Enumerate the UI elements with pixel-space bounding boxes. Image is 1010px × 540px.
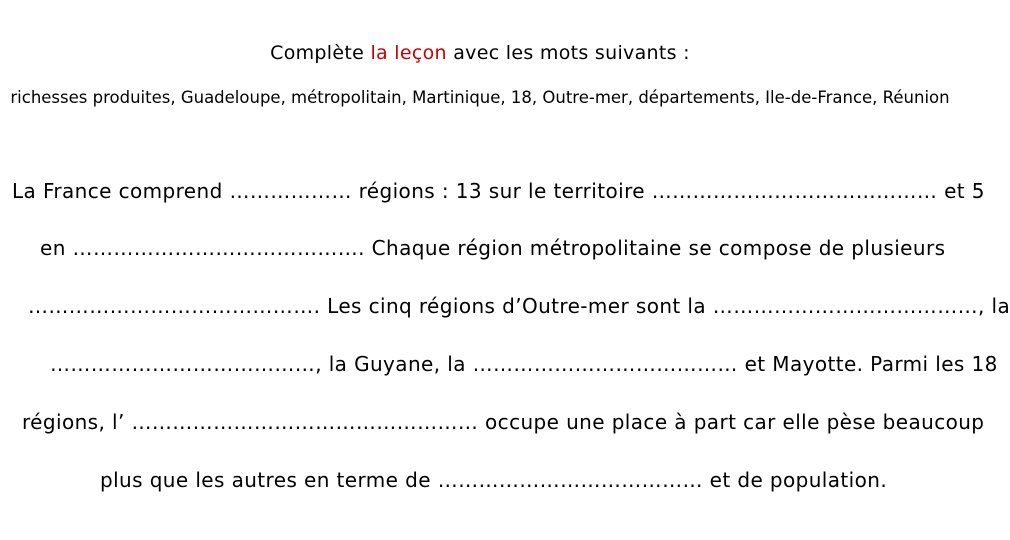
title-part-1: Complète — [270, 42, 371, 64]
blank-field: …………………………………………… — [131, 410, 479, 434]
word-list: richesses produites, Guadeloupe, métropolitain, Martinique, 18, Outre-mer, départements, Ile-de-France, Réunion — [10, 88, 950, 107]
title-part-3: avec les mots suivants : — [446, 42, 690, 64]
text-line-1 — [12, 179, 985, 203]
blank-field: …………………………………… — [651, 179, 938, 203]
blank-field: ………………………………… — [50, 352, 316, 376]
text-line-4 — [50, 352, 998, 376]
text-line-6 — [100, 468, 887, 492]
text-line-2 — [40, 236, 945, 260]
line-1-text-c: et 5 — [937, 179, 985, 203]
line-1-text-a: La France comprend — [12, 179, 230, 203]
title-highlight: la leçon — [370, 42, 447, 64]
line-2-text-a: en — [40, 236, 73, 260]
text-line-5 — [22, 410, 984, 434]
blank-field: ………………………………… — [712, 294, 978, 318]
text-line-3 — [28, 294, 1010, 318]
exercise-title — [0, 42, 960, 64]
line-6-text-a: plus que les autres en terme de — [100, 468, 438, 492]
blank-field: …………………………………… — [72, 236, 359, 260]
blank-field: ………………………………… — [437, 468, 703, 492]
line-3-text-a: . Les cinq régions d’Outre-mer sont la — [313, 294, 713, 318]
line-5-text-b: occupe une place à part car elle pèse beaucoup — [478, 410, 985, 434]
blank-field: …………………………………… — [28, 294, 314, 318]
line-1-text-b: régions : 13 sur le territoire — [351, 179, 652, 203]
line-3-text-b: , la — [978, 294, 1010, 318]
blank-field: ………………………………… — [472, 352, 738, 376]
line-4-text-b: et Mayotte. Parmi les 18 — [737, 352, 998, 376]
line-2-text-b: . Chaque région métropolitaine se compose de plusieurs — [358, 236, 946, 260]
line-5-text-a: régions, l’ — [22, 410, 132, 434]
blank-field: ……………… — [229, 179, 352, 203]
line-6-text-b: et de population. — [702, 468, 888, 492]
line-4-text-a: , la Guyane, la — [315, 352, 473, 376]
